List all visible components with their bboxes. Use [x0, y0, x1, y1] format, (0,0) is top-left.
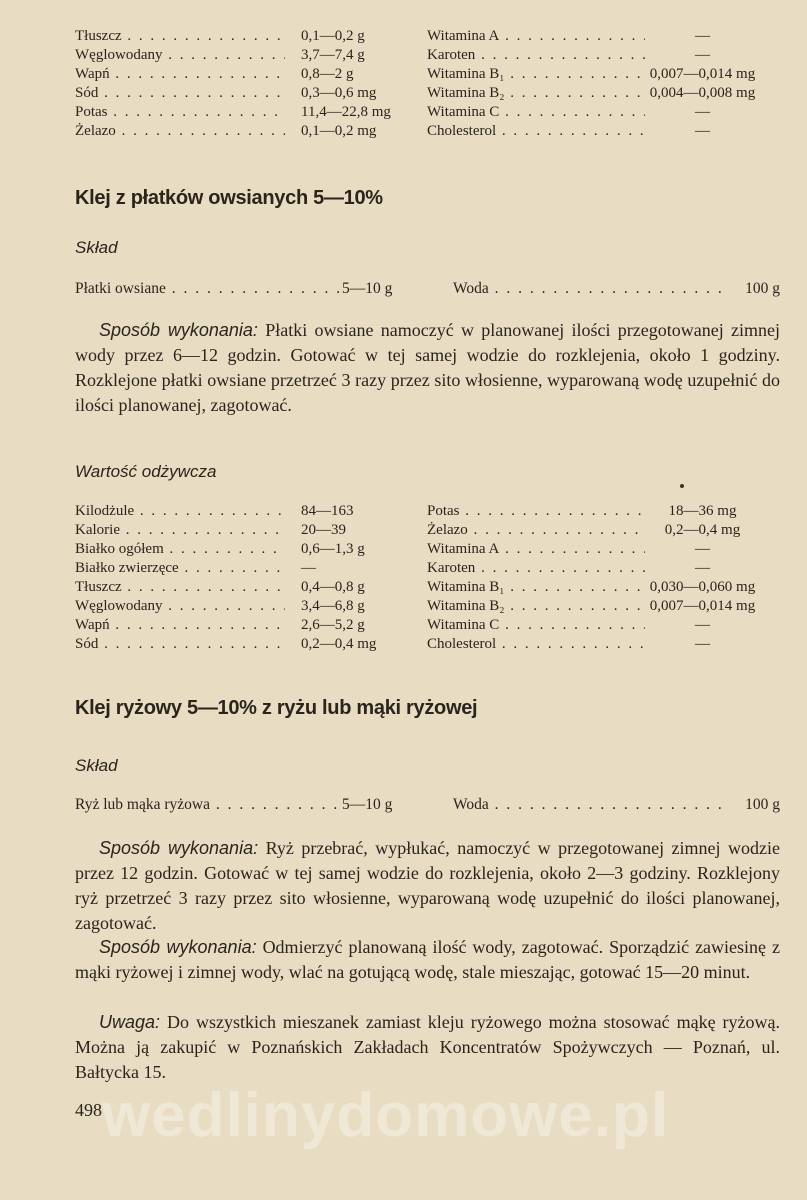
nutrition-row [75, 84, 775, 103]
ingredient-qty: 5—10 g [342, 280, 393, 297]
nutrient-label: Witamina B₁ . . . [427, 65, 645, 84]
ingredient-name: Płatki owsiane . . . [75, 278, 340, 300]
nutrient-value: — [695, 28, 710, 44]
nutrient-label: Żelazo . . . [75, 122, 285, 141]
ingredient-qty: 100 g [741, 278, 780, 300]
nutrient-label: Wapń . . . [75, 65, 285, 84]
nutrient-label: Witamina B₁ . . . [427, 578, 645, 597]
nutrient-value: 0,3—0,6 mg [301, 85, 377, 101]
nutrition-row [75, 46, 775, 65]
nutrition-row [75, 597, 775, 616]
note-text: Do wszystkich mieszanek zamiast kleju ryżowego można stosować mąkę ryżową. Można ją zakupić w Poznańskich Zakładach Koncentratów Spożywczych — Poznań, ul. Bałtycka 15. [75, 1012, 781, 1082]
nutrient-label: Białko ogółem . . . [75, 540, 285, 559]
nutrient-label: Witamina A . . . [427, 27, 645, 46]
note-lead: Uwaga: [99, 1012, 161, 1032]
nutrient-value: 0,6—1,3 g [301, 541, 365, 557]
method-paragraph [75, 836, 780, 936]
ingredient-qty: 5—10 g [342, 796, 393, 813]
nutrition-row [75, 521, 775, 540]
nutrient-label: Karoten . . . [427, 559, 645, 578]
nutrition-row [75, 540, 775, 559]
nutrient-value: — [695, 560, 710, 576]
method-paragraph [75, 318, 780, 418]
nutrient-label: Tłuszcz . . . [75, 578, 285, 597]
nutrient-value: 0,2—0,4 mg [301, 636, 377, 652]
nutrient-value: 0,1—0,2 mg [301, 123, 377, 139]
section-heading-sklad: Skład [75, 756, 118, 775]
nutrient-value: 0,007—0,014 mg [649, 598, 756, 614]
nutrition-row [75, 122, 775, 141]
nutrient-value: 3,7—7,4 g [301, 47, 365, 63]
nutrient-label: Karoten . . . [427, 46, 645, 65]
nutrient-label: Potas . . . [75, 103, 285, 122]
nutrient-label: Potas . . . [427, 502, 645, 521]
ingredient-name: Ryż lub mąka ryżowa . . . [75, 794, 340, 816]
nutrient-label: Witamina C . . . [427, 616, 645, 635]
print-speck [680, 484, 684, 488]
nutrition-row [75, 578, 775, 597]
nutrition-table-oat [75, 502, 775, 654]
nutrition-table-top [75, 27, 775, 141]
nutrient-label: Białko zwierzęce . . . [75, 559, 285, 578]
nutrient-label: Witamina B₂ . . . [427, 84, 645, 103]
ingredient-name: Woda . . . [453, 278, 773, 300]
nutrient-value: — [695, 123, 710, 139]
ingredient-qty: 100 g [741, 794, 780, 816]
nutrient-label: Wapń . . . [75, 616, 285, 635]
nutrient-value: 0,4—0,8 g [301, 579, 365, 595]
ingredients-line [75, 278, 780, 300]
method-paragraph-alt [75, 935, 780, 985]
nutrient-label: Kilodżule . . . [75, 502, 285, 521]
method-lead: Sposób wykonania: [99, 320, 258, 340]
nutrient-value: 84—163 [301, 503, 354, 519]
watermark-logo: wedlinydomowe.pl [102, 1081, 670, 1150]
nutrient-value: — [695, 617, 710, 633]
nutrient-value: — [695, 541, 710, 557]
nutrient-label: Kalorie . . . [75, 521, 285, 540]
nutrient-label: Cholesterol . . . [427, 635, 645, 654]
nutrient-value: 20—39 [301, 522, 346, 538]
nutrient-value: 0,004—0,008 mg [649, 85, 756, 101]
nutrient-label: Tłuszcz . . . [75, 27, 285, 46]
nutrient-label: Witamina A . . . [427, 540, 645, 559]
nutrient-value: — [301, 560, 316, 576]
nutrient-value: 3,4—6,8 g [301, 598, 365, 614]
nutrient-value: 0,007—0,014 mg [649, 66, 756, 82]
method-lead: Sposób wykonania: [99, 937, 257, 957]
nutrition-row [75, 635, 775, 654]
section-heading-sklad: Skład [75, 238, 118, 257]
nutrient-value: 0,030—0,060 mg [649, 579, 756, 595]
nutrition-row [75, 616, 775, 635]
nutrient-value: 0,2—0,4 mg [664, 522, 741, 538]
nutrient-value: 0,1—0,2 g [301, 28, 365, 44]
method-text: Ryż przebrać, wypłukać, namoczyć w przegotowanej zimnej wodzie przez 12 godzin. Gotować w tej samej wodzie do rozklejenia, około 2—3 godziny. Rozklejony ryż przetrzeć 3 razy przez sito włosienne, wyparowaną wodę uzupełnić do ilości planowanej, zagotować. [75, 838, 780, 933]
nutrition-row [75, 559, 775, 578]
method-text: Płatki owsiane namoczyć w planowanej ilości przegotowanej zimnej wody przez 6—12 godzin. Gotować w tej samej wodzie do rozklejenia, około 1 godziny. Rozklejone płatki owsiane przetrzeć 3 razy przez sito włosienne, wyparowaną wodę uzupełnić do ilości planowanej, zagotować. [75, 320, 781, 415]
nutrition-row [75, 27, 775, 46]
ingredient-name: Woda . . . [453, 794, 773, 816]
nutrient-label: Sód . . . [75, 84, 285, 103]
nutrient-value: 0,8—2 g [301, 66, 354, 82]
nutrient-value: 18—36 mg [668, 503, 737, 519]
nutrient-label: Sód . . . [75, 635, 285, 654]
nutrient-value: — [695, 104, 710, 120]
section-heading-nutrition: Wartość odżywcza [75, 462, 217, 481]
nutrient-value: — [695, 636, 710, 652]
note-paragraph [75, 1010, 780, 1085]
method-text: Odmierzyć planowaną ilość wody, zagotować. Sporządzić zawiesinę z mąki ryżowej i zimnej wody, wlać na gotującą wodę, stale mieszając, gotować 15—20 minut. [75, 937, 780, 982]
nutrition-row [75, 103, 775, 122]
nutrient-label: Cholesterol . . . [427, 122, 645, 141]
nutrition-row [75, 65, 775, 84]
nutrient-value: 2,6—5,2 g [301, 617, 365, 633]
nutrition-row [75, 502, 775, 521]
nutrient-label: Witamina B₂ . . . [427, 597, 645, 616]
nutrient-value: 11,4—22,8 mg [301, 104, 391, 120]
recipe-title-rice-gruel: Klej ryżowy 5—10% z ryżu lub mąki ryżowej [75, 697, 478, 719]
recipe-title-oat-gruel: Klej z płatków owsianych 5—10% [75, 187, 383, 209]
nutrient-label: Witamina C . . . [427, 103, 645, 122]
nutrient-value: — [695, 47, 710, 63]
ingredients-line [75, 794, 780, 816]
nutrient-label: Węglowodany . . . [75, 597, 285, 616]
page-number: 498 [75, 1100, 102, 1120]
nutrient-label: Żelazo . . . [427, 521, 645, 540]
nutrient-label: Węglowodany . . . [75, 46, 285, 65]
method-lead: Sposób wykonania: [99, 838, 259, 858]
